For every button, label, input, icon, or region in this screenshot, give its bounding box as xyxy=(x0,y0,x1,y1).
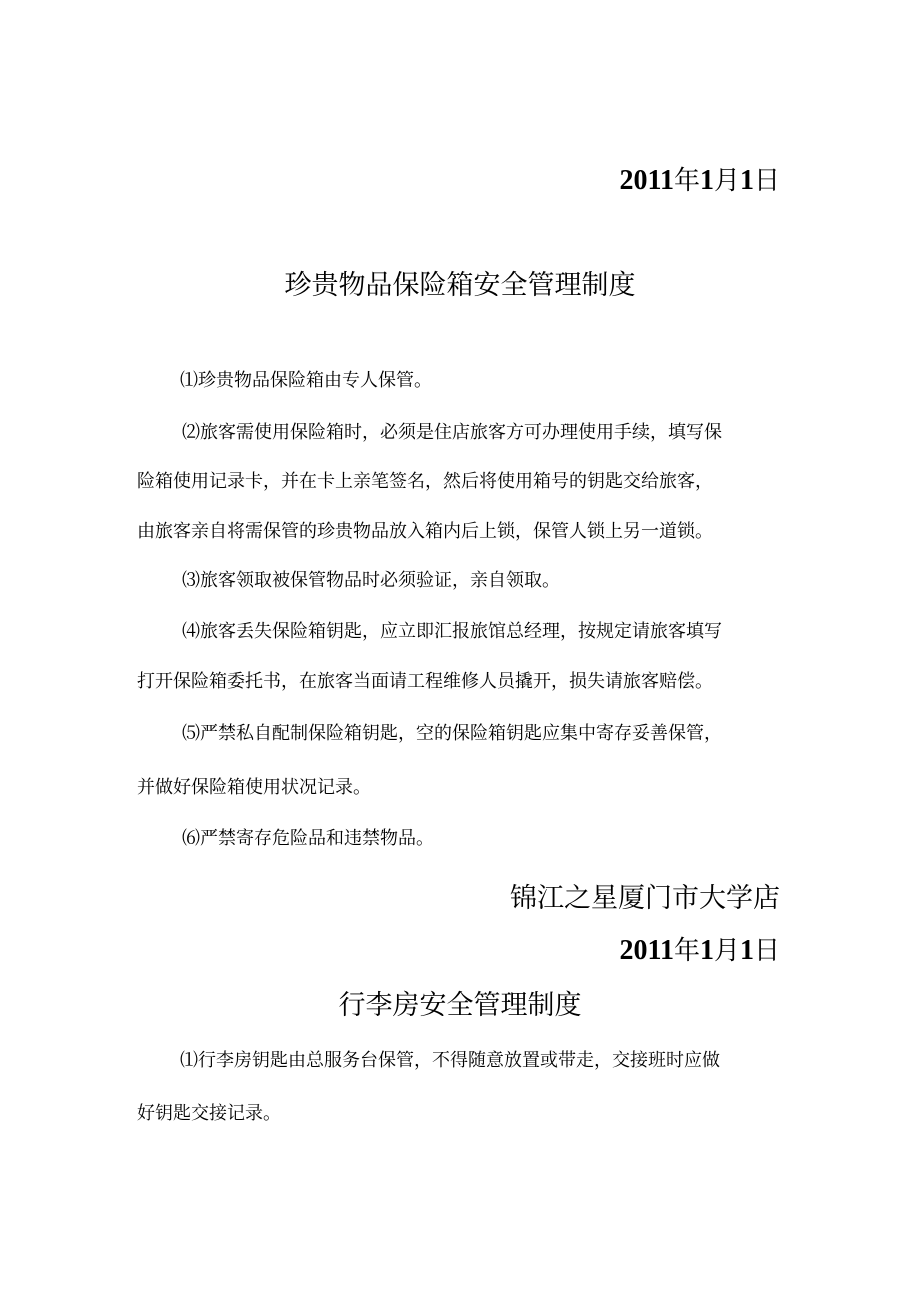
section2-line-1: ⑴行李房钥匙由总服务台保管，不得随意放置或带走，交接班时应做 xyxy=(180,1050,720,1071)
section2-line-2: 好钥匙交接记录。 xyxy=(137,1103,281,1124)
section1-line-1: ⑴珍贵物品保险箱由专人保管。 xyxy=(180,370,432,391)
section1-line-9: 并做好保险箱使用状况记录。 xyxy=(137,777,371,798)
signature-date-day: 1 xyxy=(739,935,754,966)
section1-line-5: ⑶旅客领取被保管物品时必须验证，亲自领取。 xyxy=(182,570,560,591)
signature-org: 锦江之星厦门市大学店 xyxy=(510,883,780,914)
signature-date-year-char: 年 xyxy=(673,936,700,966)
signature-date-month: 1 xyxy=(699,935,714,966)
header-date-month: 1 xyxy=(699,165,714,196)
section1-line-2: ⑵旅客需使用保险箱时，必须是住店旅客方可办理使用手续，填写保 xyxy=(182,422,722,443)
header-date-day: 1 xyxy=(739,165,754,196)
section1-line-7: 打开保险箱委托书，在旅客当面请工程维修人员撬开，损失请旅客赔偿。 xyxy=(137,671,713,692)
header-date-day-char: 日 xyxy=(753,166,780,196)
header-date xyxy=(619,164,780,198)
header-date-month-char: 月 xyxy=(713,166,740,196)
header-date-year-char: 年 xyxy=(673,166,700,196)
signature-date-day-char: 日 xyxy=(753,936,780,966)
section1-line-6: ⑷旅客丢失保险箱钥匙，应立即汇报旅馆总经理，按规定请旅客填写 xyxy=(182,621,722,642)
header-date-year: 2011 xyxy=(619,165,674,196)
signature-date xyxy=(619,934,780,968)
signature-date-year: 2011 xyxy=(619,935,674,966)
section1-line-3: 险箱使用记录卡，并在卡上亲笔签名，然后将使用箱号的钥匙交给旅客， xyxy=(137,471,713,492)
section2-title: 行李房安全管理制度 xyxy=(338,990,582,1021)
section1-title: 珍贵物品保险箱安全管理制度 xyxy=(284,270,636,301)
signature-date-month-char: 月 xyxy=(713,936,740,966)
section1-line-4: 由旅客亲自将需保管的珍贵物品放入箱内后上锁，保管人锁上另一道锁。 xyxy=(137,521,713,542)
section1-line-10: ⑹严禁寄存危险品和违禁物品。 xyxy=(182,828,434,849)
section1-line-8: ⑸严禁私自配制保险箱钥匙，空的保险箱钥匙应集中寄存妥善保管， xyxy=(182,723,722,744)
